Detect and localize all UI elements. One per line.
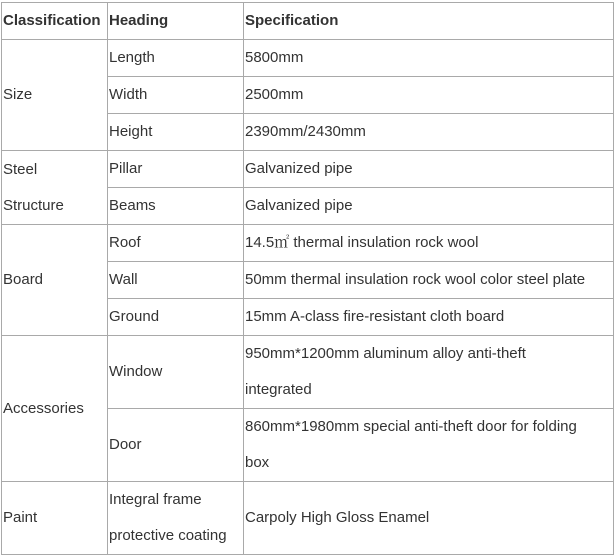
table-row	[2, 40, 614, 77]
classification-accessories: Accessories	[2, 336, 108, 482]
header-specification: Specification	[244, 3, 614, 40]
spec-cell	[244, 409, 614, 482]
classification-line: Steel	[3, 160, 38, 178]
spec-cell: 50mm thermal insulation rock wool color steel plate	[244, 262, 614, 299]
header-classification: Classification	[2, 3, 108, 40]
header-heading: Heading	[108, 3, 244, 40]
heading-cell: Wall	[108, 262, 244, 299]
heading-cell: Pillar	[108, 151, 244, 188]
heading-line: protective coating	[109, 527, 227, 544]
table-row	[2, 225, 614, 262]
spec-cell: Galvanized pipe	[244, 188, 614, 225]
header-row	[2, 3, 614, 40]
spec-line: 860mm*1980mm special anti-theft door for folding	[245, 418, 577, 435]
heading-cell: Beams	[108, 188, 244, 225]
classification-steel-structure	[2, 151, 108, 225]
heading-cell: Length	[108, 40, 244, 77]
heading-cell: Door	[108, 409, 244, 482]
heading-cell: Roof	[108, 225, 244, 262]
spec-line: box	[245, 454, 270, 471]
heading-cell: Ground	[108, 299, 244, 336]
spec-cell: 2390mm/2430mm	[244, 114, 614, 151]
spec-cell: Carpoly High Gloss Enamel	[244, 482, 614, 555]
spec-cell: Galvanized pipe	[244, 151, 614, 188]
heading-cell: Window	[108, 336, 244, 409]
heading-cell: Width	[108, 77, 244, 114]
table-row	[2, 336, 614, 409]
spec-cell: 2500mm	[244, 77, 614, 114]
heading-line: Integral frame	[109, 491, 202, 508]
classification-paint: Paint	[2, 482, 108, 555]
specification-table	[1, 2, 614, 555]
classification-board: Board	[2, 225, 108, 336]
spec-cell: 15mm A-class fire-resistant cloth board	[244, 299, 614, 336]
spec-cell	[244, 336, 614, 409]
spec-line: 950mm*1200mm aluminum alloy anti-theft	[245, 345, 526, 362]
heading-cell	[108, 482, 244, 555]
heading-cell: Height	[108, 114, 244, 151]
classification-line: Structure	[3, 196, 64, 214]
classification-size: Size	[2, 40, 108, 151]
table-row	[2, 151, 614, 188]
spec-cell: 5800mm	[244, 40, 614, 77]
table-row	[2, 482, 614, 555]
spec-cell: 14.5㎡ thermal insulation rock wool	[244, 225, 614, 262]
spec-line: integrated	[245, 381, 312, 398]
